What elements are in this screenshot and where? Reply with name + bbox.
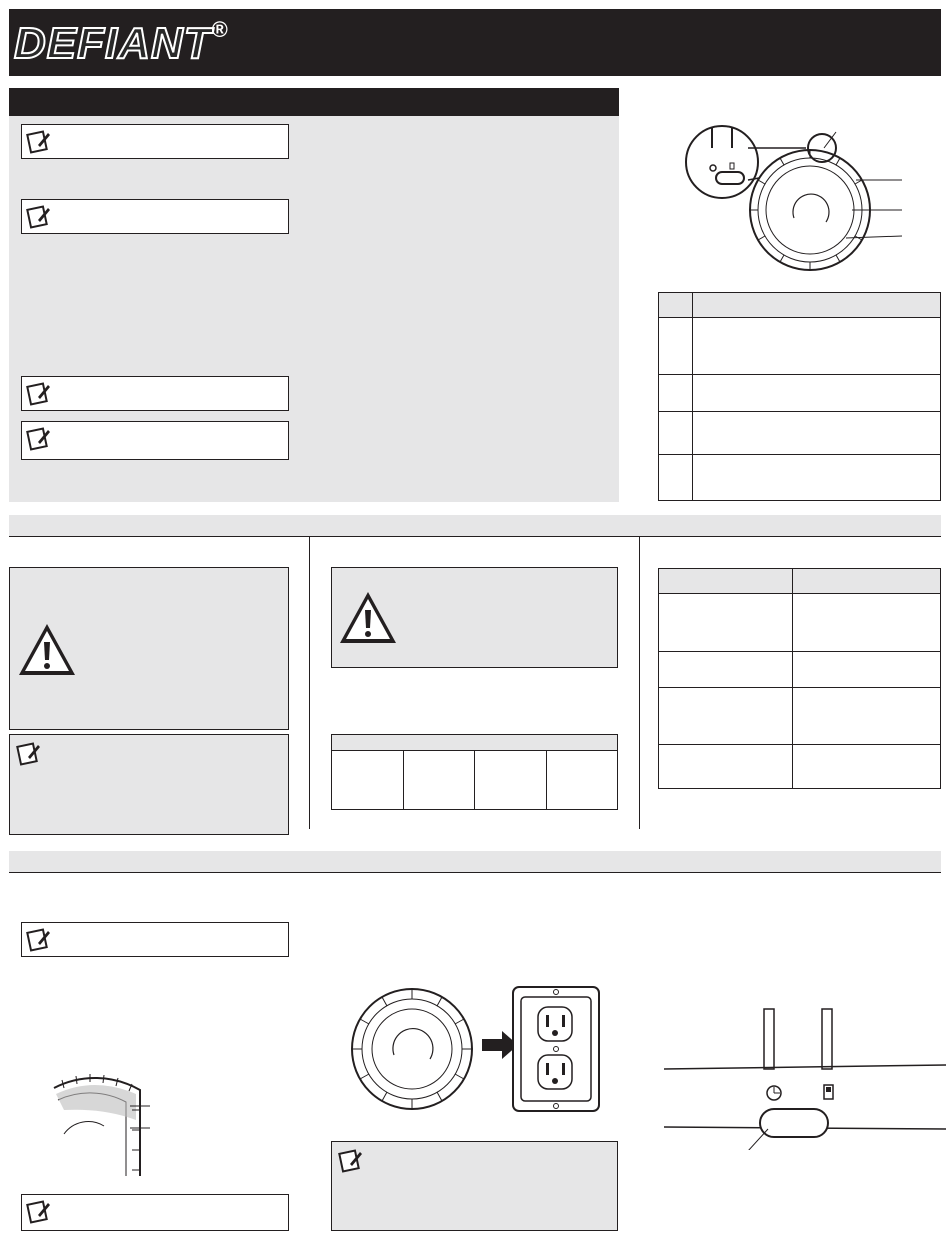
note-pencil-icon xyxy=(26,927,52,953)
note-pencil-icon xyxy=(26,204,52,230)
column-divider-2 xyxy=(639,537,640,829)
section-rule-3 xyxy=(9,872,941,873)
section-rule-2 xyxy=(9,536,941,537)
parts-table-header xyxy=(659,293,940,317)
note-pencil-icon xyxy=(26,1199,52,1225)
note-pencil-icon xyxy=(26,129,52,155)
section-bar-2 xyxy=(9,515,941,537)
note-pencil-icon xyxy=(338,1148,364,1174)
dial-closeup-diagram xyxy=(44,1070,194,1180)
warning-triangle-icon xyxy=(338,590,398,646)
section-bar-3 xyxy=(9,851,941,873)
warning-triangle-icon xyxy=(17,622,77,678)
troubleshooting-table xyxy=(658,568,941,789)
note-pencil-icon xyxy=(26,381,52,407)
note-box-5 xyxy=(21,922,289,957)
note-pencil-icon xyxy=(26,426,52,452)
specs-table-header xyxy=(332,735,617,750)
switch-closeup-diagram xyxy=(664,1005,946,1150)
note-box-6 xyxy=(21,1194,289,1231)
section-title-bar xyxy=(9,88,619,116)
warning-box-2 xyxy=(331,567,618,668)
brand-logo: DEFIANT® xyxy=(14,17,229,68)
note-box-1 xyxy=(21,124,289,159)
timer-diagram xyxy=(676,118,906,278)
troubleshooting-table-header xyxy=(659,569,940,593)
column-divider-1 xyxy=(309,537,310,829)
parts-table xyxy=(658,292,941,501)
mode-switch xyxy=(760,1109,828,1137)
note-box-4 xyxy=(21,421,289,460)
note-box-3 xyxy=(21,376,289,411)
note-panel-left xyxy=(9,734,289,835)
note-pencil-icon xyxy=(16,741,42,767)
warning-box-1 xyxy=(9,567,289,730)
plug-in-diagram xyxy=(348,985,603,1115)
note-panel-middle xyxy=(331,1141,618,1231)
note-box-2 xyxy=(21,199,289,234)
specs-table xyxy=(331,734,618,810)
